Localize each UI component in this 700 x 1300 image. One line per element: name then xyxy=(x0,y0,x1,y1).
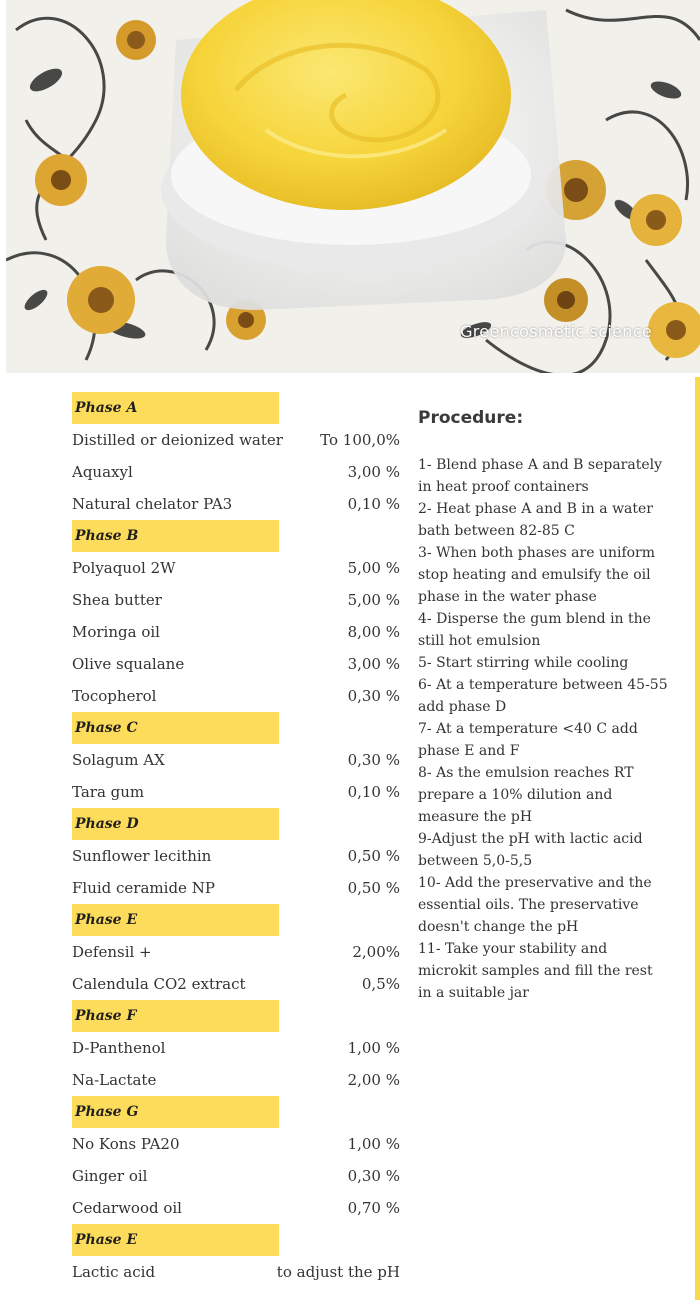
cream-jar-illustration xyxy=(6,0,700,373)
ingredient-name: Natural chelator PA3 xyxy=(72,495,233,513)
ingredient-row xyxy=(72,1032,402,1064)
ingredient-percentage: 0,50 % xyxy=(347,847,400,865)
ingredient-name: Sunflower lecithin xyxy=(72,847,212,865)
ingredient-name: Lactic acid xyxy=(72,1263,156,1281)
ingredient-row xyxy=(72,744,402,776)
ingredient-percentage: 5,00 % xyxy=(347,559,400,577)
ingredient-row xyxy=(72,552,402,584)
ingredient-percentage: To 100,0% xyxy=(320,431,400,449)
ingredient-row xyxy=(72,1256,402,1288)
procedure-step: 9-Adjust the pH with lactic acid between 5,0-5,5 xyxy=(418,831,643,869)
ingredient-name: Olive squalane xyxy=(72,655,185,673)
ingredient-name: No Kons PA20 xyxy=(72,1135,180,1153)
phase-header: Phase A xyxy=(72,392,279,424)
procedure-step: 1- Blend phase A and B separately in heat proof containers xyxy=(418,457,663,495)
ingredient-row xyxy=(72,424,402,456)
ingredient-percentage: 0,5% xyxy=(361,975,400,993)
ingredient-percentage: 0,10 % xyxy=(347,495,400,513)
ingredient-percentage: 8,00 % xyxy=(347,623,400,641)
ingredient-name: Defensil + xyxy=(72,943,152,961)
ingredient-name: Calendula CO2 extract xyxy=(72,975,246,993)
accent-stripe xyxy=(695,377,700,1300)
ingredient-percentage: 0,30 % xyxy=(347,687,400,705)
product-photo xyxy=(6,0,700,373)
ingredient-percentage: 2,00 % xyxy=(347,1071,400,1089)
ingredient-percentage: 0,70 % xyxy=(347,1199,400,1217)
procedure-step: 2- Heat phase A and B in a water bath between 82-85 C xyxy=(418,501,653,539)
procedure-step: 10- Add the preservative and the essential oils. The preservative doesn't change the pH xyxy=(418,875,652,935)
procedure-step: 5- Start stirring while cooling xyxy=(418,655,629,671)
procedure-step: 11- Take your stability and microkit samples and fill the rest in a suitable jar xyxy=(418,941,653,1001)
procedure-step: 3- When both phases are uniform stop heating and emulsify the oil phase in the water phase xyxy=(418,545,656,605)
procedure-step: 4- Disperse the gum blend in the still hot emulsion xyxy=(418,611,651,649)
procedure-step: 6- At a temperature between 45-55 add phase D xyxy=(418,677,668,715)
ingredient-row xyxy=(72,584,402,616)
ingredient-name: Solagum AX xyxy=(72,751,165,769)
ingredient-percentage: 3,00 % xyxy=(347,655,400,673)
watermark-text: Greencosmetic.science xyxy=(460,322,652,341)
ingredient-row xyxy=(72,936,402,968)
ingredient-table xyxy=(72,392,402,1288)
ingredient-row xyxy=(72,680,402,712)
ingredient-row xyxy=(72,648,402,680)
ingredient-name: Shea butter xyxy=(72,591,162,609)
procedure-step: 8- As the emulsion reaches RT prepare a 10% dilution and measure the pH xyxy=(418,765,634,825)
phase-header: Phase G xyxy=(72,1096,279,1128)
ingredient-row xyxy=(72,1160,402,1192)
procedure-step: 7- At a temperature <40 C add phase E and F xyxy=(418,721,638,759)
ingredient-name: Tara gum xyxy=(72,783,145,801)
ingredient-percentage: 0,30 % xyxy=(347,751,400,769)
procedure-section xyxy=(418,408,668,1004)
ingredient-name: Cedarwood oil xyxy=(72,1199,182,1217)
phase-header: Phase C xyxy=(72,712,279,744)
ingredient-row xyxy=(72,1128,402,1160)
ingredient-row xyxy=(72,1064,402,1096)
phase-header: Phase D xyxy=(72,808,279,840)
ingredient-name: Polyaquol 2W xyxy=(72,559,176,577)
ingredient-row xyxy=(72,1192,402,1224)
phase-header: Phase F xyxy=(72,1000,279,1032)
ingredient-percentage: 5,00 % xyxy=(347,591,400,609)
ingredient-row xyxy=(72,776,402,808)
ingredient-percentage: 0,50 % xyxy=(347,879,400,897)
ingredient-percentage: 1,00 % xyxy=(347,1135,400,1153)
ingredient-percentage: 1,00 % xyxy=(347,1039,400,1057)
ingredient-name: Tocopherol xyxy=(72,687,157,705)
phase-header: Phase E xyxy=(72,1224,279,1256)
ingredient-row xyxy=(72,968,402,1000)
phase-header: Phase B xyxy=(72,520,279,552)
ingredient-name: Aquaxyl xyxy=(72,463,133,481)
ingredient-percentage: 2,00% xyxy=(352,943,400,961)
phase-header: Phase E xyxy=(72,904,279,936)
ingredient-row xyxy=(72,488,402,520)
ingredient-percentage: to adjust the pH xyxy=(276,1263,400,1281)
ingredient-percentage: 0,30 % xyxy=(347,1167,400,1185)
ingredient-row xyxy=(72,872,402,904)
ingredient-row xyxy=(72,840,402,872)
ingredient-name: Distilled or deionized water xyxy=(72,431,283,449)
ingredient-row xyxy=(72,456,402,488)
ingredient-row xyxy=(72,616,402,648)
ingredient-percentage: 0,10 % xyxy=(347,783,400,801)
ingredient-name: Fluid ceramide NP xyxy=(72,879,215,897)
ingredient-name: Na-Lactate xyxy=(72,1071,157,1089)
procedure-title: Procedure: xyxy=(418,408,524,428)
procedure-steps xyxy=(418,454,668,1004)
ingredient-name: Ginger oil xyxy=(72,1167,148,1185)
ingredient-name: D-Panthenol xyxy=(72,1039,166,1057)
ingredient-name: Moringa oil xyxy=(72,623,160,641)
ingredient-percentage: 3,00 % xyxy=(347,463,400,481)
